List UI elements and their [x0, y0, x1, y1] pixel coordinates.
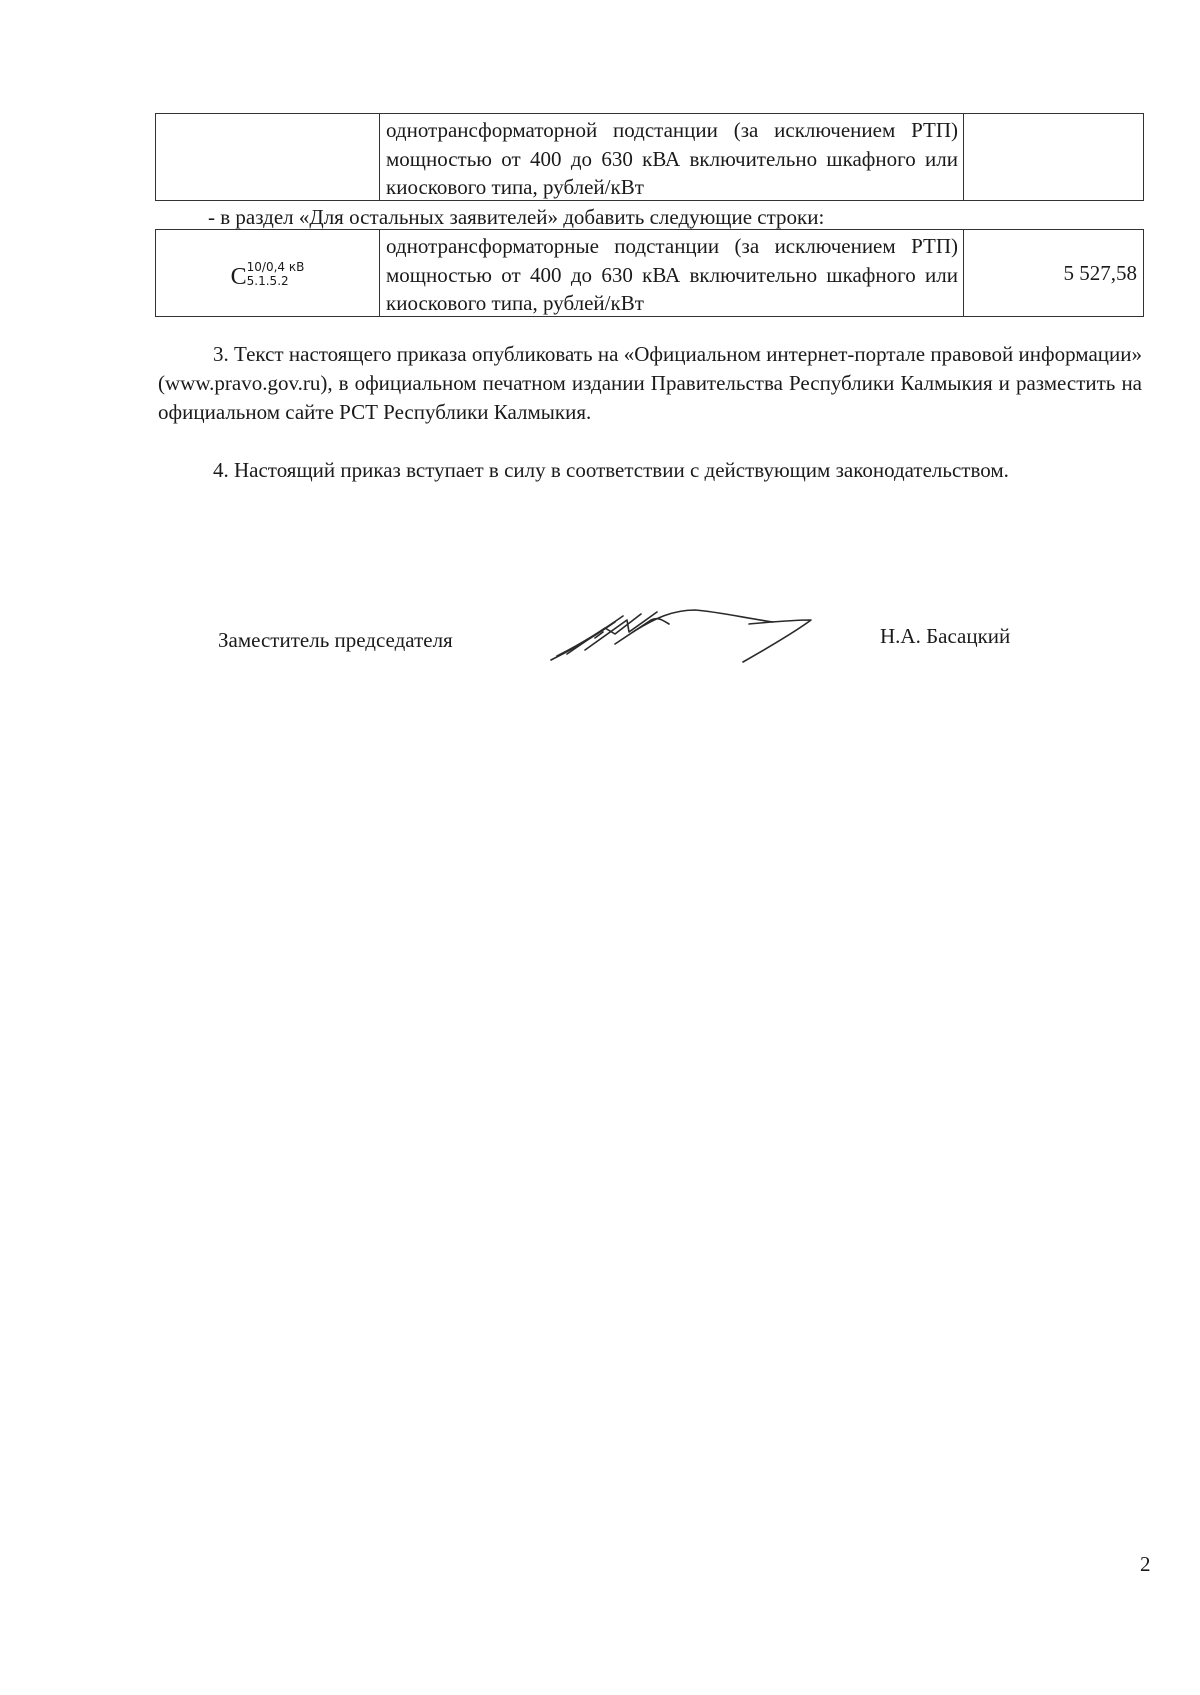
- tariff-table-continued: [155, 113, 1144, 201]
- tariff-table-addition: [155, 229, 1144, 317]
- signatory-title: Заместитель председателя: [218, 628, 453, 652]
- description-cell: [380, 114, 964, 201]
- value-cell: 5 527,58: [964, 230, 1144, 317]
- table-row: [156, 114, 1144, 201]
- code-superscript: 10/0,4 кВ: [246, 259, 305, 274]
- code-cell: [156, 230, 380, 317]
- code-scripts: [247, 260, 305, 288]
- paragraph-3: 3. Текст настоящего приказа опубликовать на «Официальном интернет-портале правовой информации» (www.pravo.gov.ru), в официальном печатном издании Правительства Республики Калмыкия и разместить на официальном сайте РСТ Республики Калмыкия.: [158, 342, 1142, 424]
- code-cell: [156, 114, 380, 201]
- handwritten-signature: [545, 598, 820, 668]
- code-base: C: [230, 264, 247, 291]
- description-cell: [380, 230, 964, 317]
- section-intro: - в раздел «Для остальных заявителей» добавить следующие строки:: [208, 205, 825, 229]
- paragraph-4: 4. Настоящий приказ вступает в силу в соответствии с действующим законодательством.: [213, 458, 1009, 482]
- value-cell: [964, 114, 1144, 201]
- code-subscript: 5.1.5.2: [246, 273, 289, 288]
- row-description: однотрансформаторные подстанции (за исключением РТП) мощностью от 400 до 630 кВА включительно шкафного или киоскового типа, рублей/кВт: [386, 234, 958, 315]
- page-number: 2: [1140, 1552, 1151, 1576]
- row-description: однотрансформаторной подстанции (за исключением РТП) мощностью от 400 до 630 кВА включительно шкафного или киоскового типа, рублей/кВт: [386, 118, 958, 199]
- signatory-name: Н.А. Басацкий: [880, 624, 1011, 648]
- table-row: [156, 230, 1144, 317]
